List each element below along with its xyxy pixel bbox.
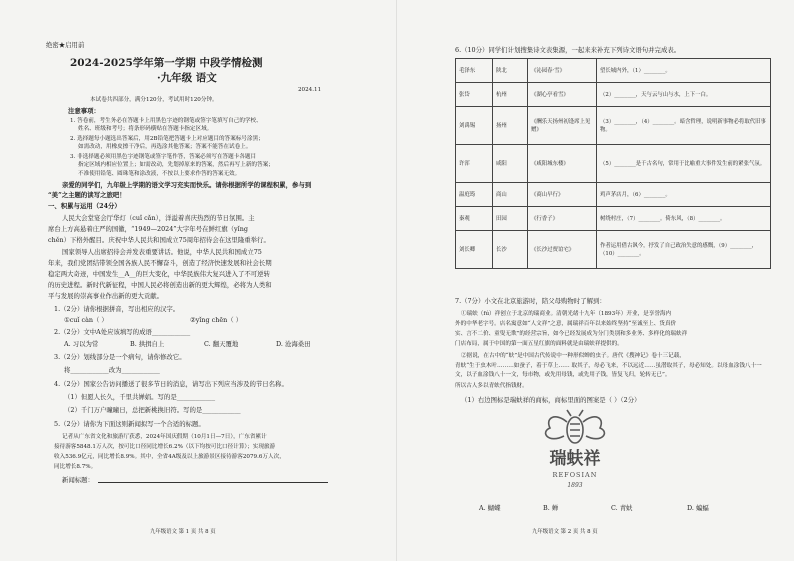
theme-line: “美”之主题的读写之旅吧！: [48, 191, 126, 199]
content-cell[interactable]: 鸡声茅店月，（6）________。: [597, 183, 771, 207]
question-4-a[interactable]: （1）但愿人长久，千里共婵娟。写的是____________: [64, 393, 216, 401]
poetry-table: [455, 58, 771, 269]
logo-year: 1893: [567, 482, 583, 489]
news-line: 记者从广东省文化和旅游厅获悉，2024年国庆假期（10月1日—7日），广东省累计: [62, 434, 267, 440]
work-cell: 《长沙过贾谊宅》: [528, 231, 597, 269]
passage-line: 青蚨“生于虫木叶………如蚕子，着于草上…… 取其子，母必飞来，不以远近……虽潜取其子，母必知处。以母血涂钱八十一文，以子血涂钱八十一文，每市物，或先用母钱，或先用子钱，皆复飞归，轮转无已”。: [455, 363, 762, 378]
work-cell: 《湖心亭看雪》: [528, 83, 597, 107]
table-row: [456, 231, 771, 269]
logo-name: 瑞蚨祥: [549, 449, 601, 469]
news-line: 接待游客5848.1万人次，按可比口径同比增长6.2%（以下均按可比口径计算）；实现旅游: [54, 444, 276, 450]
news-title-label: 新闻标题：: [62, 476, 94, 484]
passage-line: chěn）下格外醒目。庆祝中华人民共和国成立75周年招待会在这里隆重举行。: [48, 236, 270, 244]
place-cell: 田园: [493, 207, 528, 231]
passage-line: 席台上方高悬着庄严的国徽，“1949—2024”大字年号在鲜红旗（yǐng: [48, 225, 248, 233]
section-1-title: 一、积累与运用（24分）: [48, 202, 121, 210]
author-cell: 刘长卿: [456, 231, 493, 269]
content-cell[interactable]: 望长城内外，（1）________。: [597, 59, 771, 83]
author-cell: 许浑: [456, 145, 493, 183]
ruifuxiang-logo: [520, 408, 630, 503]
content-cell[interactable]: （3）________，（4）________。暗含哲理，说明新事物必将取代旧事物。: [597, 107, 771, 145]
table-row: [456, 59, 771, 83]
notice-line: 3. 非选择题必须用黑色字迹钢笔或签字笔作答，答案必须写在答题卡各题目: [70, 154, 257, 160]
passage-line: 稳定两大奇迹，中国发生__A__的巨大变化，中华民族伟大复兴进入了不可逆转: [48, 270, 270, 278]
table-row: [456, 207, 771, 231]
author-cell: 温庭筠: [456, 183, 493, 207]
passage-line: 实、言不二价、童叟无欺”的经营宗旨，如今已经发展成为分门类别和多业务、多样化的瑞蚨祥: [455, 331, 688, 337]
work-cell: 《酬乐天扬州初逢席上见赠》: [528, 107, 597, 145]
content-cell[interactable]: 作者运用借古讽今，抒发了自己政治失意的感慨，（9）________，（10）________。: [597, 231, 771, 269]
passage-line: ①瑞蚨（fú）祥创立于北京的瑞商业。清朝光绪十九年（1893年）开业，是享誉海内: [461, 311, 672, 317]
notice-line: 如需改动，用橡皮擦干净后，再选涂其他答案；答案不能答在试卷上。: [78, 144, 252, 150]
notice-title: 注意事项：: [68, 107, 100, 115]
option-b[interactable]: B. 蝉: [543, 504, 559, 512]
question-4: 4.（2分）国家公告访问播送了很多节日的消息，请写出下列应当涉及的节日名称。: [54, 380, 288, 388]
question-7: 7.（7分）小文在北京旅游时，陪父母购物时了解到：: [455, 297, 606, 305]
question-2-option[interactable]: D. 沧海桑田: [276, 340, 311, 348]
news-title-input[interactable]: [98, 482, 328, 483]
author-cell: 张岱: [456, 83, 493, 107]
question-2-option[interactable]: B. 拱揖自上: [130, 340, 165, 348]
question-1-b[interactable]: ②yǐng chēn（ ）: [190, 316, 243, 324]
place-cell: 扬州: [493, 107, 528, 145]
table-row: [456, 183, 771, 207]
logo-latin: REFOSIAN: [552, 471, 598, 479]
passage-line: 平与发展的崇高事业作出新的更大贡献。: [48, 292, 164, 300]
option-c[interactable]: C. 青蚨: [611, 504, 633, 512]
author-cell: 秦观: [456, 207, 493, 231]
passage-line: 人民大会堂宴会厅华灯（cuǐ cǎn），洋溢着喜庆热烈的节日氛围。主: [62, 214, 255, 222]
logo-emblem-icon: [520, 408, 630, 498]
content-cell[interactable]: 树绕村庄，（7）________。倚东风，（8）________。: [597, 207, 771, 231]
question-3-answer[interactable]: 将____________改为____________: [64, 366, 160, 374]
page-2: [397, 0, 794, 561]
exam-date: 2024.11: [298, 87, 322, 93]
option-d[interactable]: D. 蝙蝠: [687, 504, 709, 512]
notice-line: 2. 选择题每小题选出答案后，用2B铅笔把答题卡上对应题目的答案标号涂黑；: [70, 136, 264, 142]
place-cell: 长沙: [493, 231, 528, 269]
question-2: 2.（2分）文中A处应该填写的成语____________: [54, 328, 191, 336]
passage-line: 所以古人多以青蚨代指钱财。: [455, 383, 528, 389]
passage-line: 国家领导人出席招待会并发表重要讲话。他说，中华人民共和国成立75: [62, 248, 262, 256]
notice-line: 不准使用铅笔、圆珠笔和涂改液，不按以上要求作答的答案无效。: [78, 171, 241, 177]
question-4-b[interactable]: （2）千门万户曈曈日，总把新桃换旧符。写的是____________: [64, 406, 241, 414]
work-cell: 《咸阳城东楼》: [528, 145, 597, 183]
notice-line: 姓名、班级和考号；将条形码横贴在答题卡指定区域。: [78, 126, 213, 132]
question-7-1: （1）右边图标是瑞蚨祥的商标，商标里面的图案是（ ）（2分）: [461, 396, 641, 404]
question-5: 5.（2分）请你为下面这则新闻拟写一个合适的标题。: [54, 420, 205, 428]
place-cell: 咸阳: [493, 145, 528, 183]
question-6: 6.（10分）同学们计划搜集诗文表集源，一起来来补充下列诗文语句并完成表。: [455, 46, 681, 54]
place-cell: 商山: [493, 183, 528, 207]
exam-intro: 本试卷共四部分，满分120分，考试用时120分钟。: [90, 97, 218, 103]
question-2-option[interactable]: C. 翻天覆地: [204, 340, 239, 348]
page-footer: 九年级语文 第 2 页 共 8 页: [532, 529, 598, 535]
question-1: 1.（2分）请你根据拼音，写出相应的汉字。: [54, 305, 180, 313]
theme-line: 亲爱的同学们，九年级上学期的语文学习充实而快乐。请你根据所学的课程积累，参与到: [62, 181, 312, 189]
table-row: [456, 145, 771, 183]
work-cell: 《行香子》: [528, 207, 597, 231]
passage-line: 的历史进程。新时代新征程，中国人民必将创造出新的更大辉煌，必将为人类和: [48, 281, 272, 289]
option-a[interactable]: A. 蝴蝶: [479, 504, 501, 512]
question-2-option[interactable]: A. 习以为常: [64, 340, 99, 348]
secret-label: 绝密★启用前: [46, 41, 85, 49]
exam-title: 2024-2025学年第一学期 中段学情检测: [70, 57, 263, 69]
question-1-a[interactable]: ①cuǐ càn（ ）: [64, 316, 108, 324]
news-line: 同比增长8.7%。: [54, 464, 97, 470]
place-cell: 陕北: [493, 59, 528, 83]
work-cell: 《商山早行》: [528, 183, 597, 207]
passage-line: 门店布局，属于中国的第一面五星红旗的面料就是由瑞蚨祥提供的。: [455, 341, 623, 347]
passage-line: 外的中华老字号。店名寓意如“人文祥”之意，属瑞祥百年以来始终坚持“至诚至上、货真价: [455, 321, 677, 327]
table-row: [456, 83, 771, 107]
exam-subtitle: ·九年级 语文: [157, 72, 217, 84]
news-line: 收入536.9亿元，同比增长8.9%。其中，全省4A级及以上旅游景区接待游客2079.6万人次，: [54, 454, 285, 460]
notice-line: 指定区域内相应位置上；如需改动，先划掉原来的答案，然后再写上新的答案；: [78, 162, 274, 168]
content-cell[interactable]: （5）________是千古名句，常用于比喻重大事件发生前的紧张气氛。: [597, 145, 771, 183]
author-cell: 刘禹锡: [456, 107, 493, 145]
passage-line: ②据说，在古中的“蚨”是中国古代传说中一种形似蝉的虫子。唐代《搜神记》卷十三记载，: [461, 353, 685, 359]
content-cell[interactable]: （2）________，天与云与山与水，上下一白。: [597, 83, 771, 107]
work-cell: 《沁园春·雪》: [528, 59, 597, 83]
passage-line: 年来，我们党团结带领全国各族人民不懈奋斗，创造了经济快速发展和社会长期: [48, 259, 272, 267]
table-row: [456, 107, 771, 145]
author-cell: 毛泽东: [456, 59, 493, 83]
page-footer: 九年级语文 第 1 页 共 8 页: [150, 529, 216, 535]
place-cell: 杭州: [493, 83, 528, 107]
question-3: 3.（2分）划线部分是一个病句，请你修改它。: [54, 353, 186, 361]
notice-line: 1. 答卷前，考生务必在答题卡上用黑色字迹的钢笔或签字笔填写自己的学校、: [70, 118, 262, 124]
